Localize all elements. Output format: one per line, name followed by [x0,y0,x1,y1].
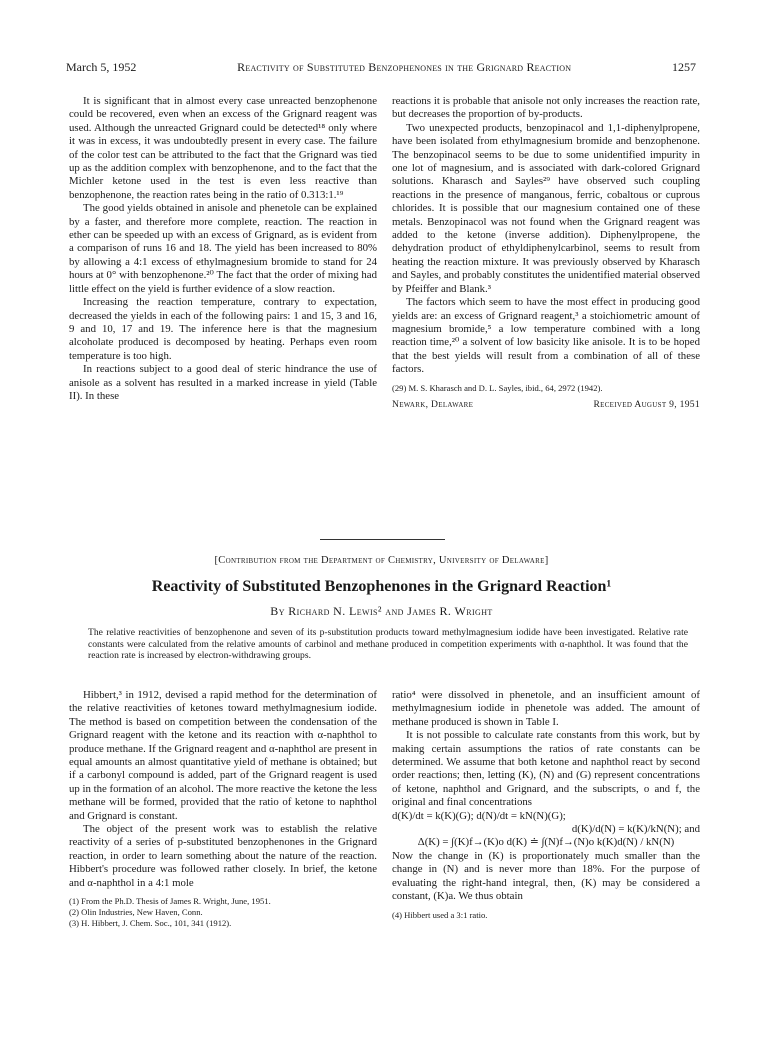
running-head [66,60,696,75]
section-divider [320,539,445,540]
authors: By Richard N. Lewis² and James R. Wright [270,604,493,618]
abstract: The relative reactivities of benzophenone and seven of its p-substitution products toward methylmagnesium iodide have been investigated. Relative rate constants were calculated from the relative amounts of carbinol and methane produced in competition experiments with α-naphthol. It was found that the reaction rate is increased by electron-withdrawing groups. [88,627,688,661]
footnotes [392,383,700,394]
header-page-number: 1257 [672,60,696,74]
paragraph: reactions it is probable that anisole not only increases the reaction rate, but decreases the proportion of by-products. [392,95,700,121]
paragraph: Increasing the reaction temperature, contrary to expectation, decreased the yields in each of the following pairs: 1 and 15, 3 and 16, 9 and 10, 17 and 19. The inference here is that the magnesium alcoholate produced is decomposed by heating. Perhaps even room temperature is too high. [69,296,377,362]
header-title: Reactivity of Substituted Benzophenones in the Grignard Reaction [237,60,572,74]
footnotes [69,896,377,929]
signoff-place: Newark, Delaware [392,398,474,410]
footnotes [392,910,700,921]
equation-rate-laws: d(K)/dt = k(K)(G); d(N)/dt = kN(N)(G); [392,809,566,822]
paragraph: In reactions subject to a good deal of steric hindrance the use of anisole as a solvent has resulted in a marked increase in yield (Table II). In these [69,363,377,402]
footnote: (2) Olin Industries, New Haven, Conn. [69,907,203,918]
footnote: (29) M. S. Kharasch and D. L. Sayles, ibid., 64, 2972 (1942). [392,382,603,393]
paragraph: ratio⁴ were dissolved in phenetole, and an insufficient amount of methylmagnesium iodide in phenetole was added. The amount of methane produced is shown in Table I. [392,689,700,728]
paragraph: The factors which seem to have the most effect in producing good yields are: an excess of Grignard reagent,³ a stoichiometric amount of magnesium bromide,⁵ a low temperature combined with a long reaction time,²⁰ a solvent of low basicity like anisole. It is to be hoped that the best yields will result from a combination of all of these factors. [392,296,700,376]
signoff-received: Received August 9, 1951 [593,398,700,410]
footnote: (1) From the Ph.D. Thesis of James R. Wright, June, 1951. [69,896,271,907]
footnote: (4) Hibbert used a 3:1 ratio. [392,909,488,920]
paragraph: The good yields obtained in anisole and phenetole can be explained by a faster, and therefore more complete, reaction. The reaction in ether can be speeded up with an excess of Grignard, as is evident from a comparison of runs 16 and 18. The yield has been increased to 80% by allowing a 4:1 excess of ethylmagnesium bromide to stand for 24 hours at 0° with benzophenone.²⁰ The fact that the order of mixing had little effect on the yield is further evidence of a slow reaction. [69,202,377,295]
top-left-column [69,95,377,403]
paragraph: Now the change in (K) is proportionately much smaller than the change in (N) and is never more than 18%. For the purpose of evaluating the right-hand integral, then, (K) may be considered a constant, (K)a. We thus obtain [392,849,700,903]
equation-integral: Δ(K) = ∫(K)f→(K)o d(K) ≐ ∫(N)f→(N)o k(K)d(N) / kN(N) [417,836,675,849]
contribution-line: [Contribution from the Department of Chemistry, University of Delaware] [214,555,549,566]
paragraph: It is significant that in almost every case unreacted benzophenone could be recovered, even when an excess of the Grignard reagent was used. Although the unreacted Grignard could be detected¹⁸ only where it was in excess, it was undoubtedly present in every case. The failure of the color test can be attributed to the fact that the Grignard was tied up as the addition complex with benzophenone, and to the fact that the Michler ketone used in the test is even less reactive than benzophenone, the reaction rates being in the ratio of 0.313:1.¹⁹ [69,95,377,201]
article-title: Reactivity of Substituted Benzophenones in the Grignard Reaction¹ [151,578,612,595]
paragraph: Two unexpected products, benzopinacol and 1,1-diphenylpropene, have been isolated from ethylmagnesium bromide and benzophenone. The benzopinacol seems to be due to some unidentified impurity in one lot of magnesium, and is associated with dark-colored Grignard solutions. Kharasch and Sayles²⁹ have observed such coupling reactions in the presence of manganous, ferric, cobaltous or cuprous chlorides. It is possible that our magnesium contained one of these metals. Benzopinacol was not found when the Grignard reagent was added to the ketone (inverse addition). Diphenylpropene, the dehydration product of ethyldiphenylcarbinol, seems to result from heating the reaction mixture. It was previously observed by Kharasch and Sayles, and probably constitutes the unidentified material observed by Pfeiffer and Blank.³ [392,121,700,295]
paragraph: The object of the present work was to establish the relative reactivity of a series of p-substituted benzophenones in the Grignard reaction, in order to learn something about the nature of the reaction. Hibbert's procedure was followed rather closely. In brief, the ketone and α-naphthol in a 4:1 mole [69,823,377,889]
paragraph: Hibbert,³ in 1912, devised a rapid method for the determination of the relative reactivities of ketones toward methylmagnesium iodide. The method is based on competition between the condensation of the Grignard reagent with the ketone and its reaction with α-naphthol to produce methane. If the Grignard reagent and α-naphthol are present in equal amounts an almost quantitative yield of methane is obtained; but if a carbonyl compound is added, part of the Grignard reagent is used up in the formation of an alcohol. The more reactive the ketone the less methane will be formed, provided that the ratio of ketone to naphthol and Grignard is constant. [69,689,378,822]
signoff [392,398,700,411]
header-date: March 5, 1952 [66,60,137,74]
footnote: (3) H. Hibbert, J. Chem. Soc., 101, 341 (1912). [69,918,232,929]
paragraph: It is not possible to calculate rate constants from this work, but by making certain assumptions the ratios of rate constants can be determined. We assume that both ketone and naphthol react by second order reactions; then, letting (K), (N) and (G) represent concentrations of ketone, naphthol and Grignard, and the subscripts, o and f, the original and final concentrations [392,729,700,809]
top-right-column [392,95,700,411]
equation-ratio: d(K)/d(N) = k(K)/kN(N); and [571,823,700,836]
bottom-left-column [69,689,377,929]
bottom-right-column [392,689,700,921]
